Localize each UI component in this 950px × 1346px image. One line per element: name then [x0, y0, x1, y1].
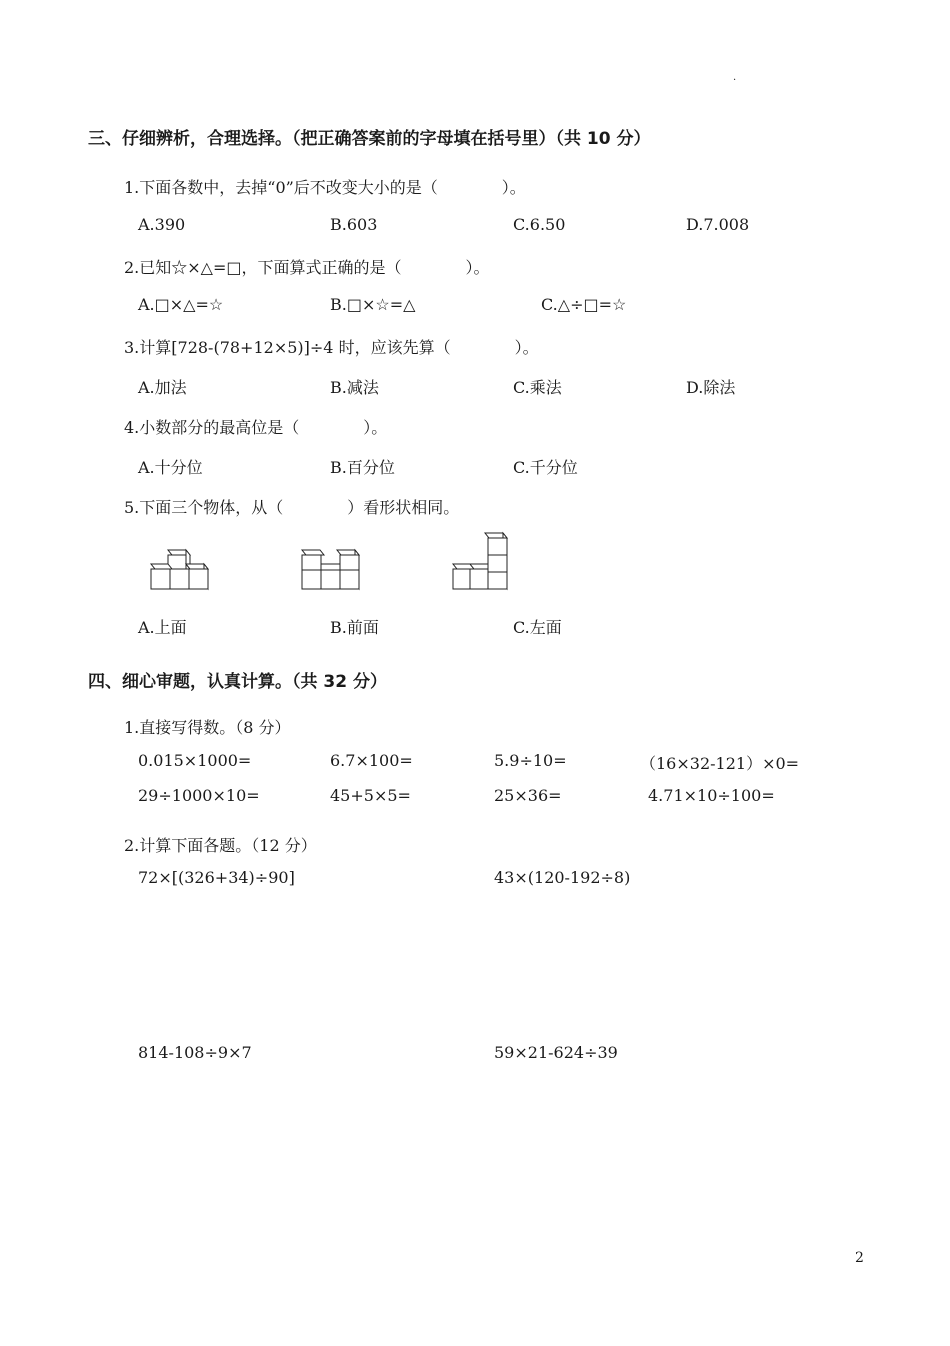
cube-front	[321, 570, 340, 589]
question-1-stem: 1.下面各数中，去掉“0”后不改变大小的是（ ）。	[124, 178, 526, 197]
question-2-option-c[interactable]: C.△÷□=☆	[541, 295, 627, 314]
question-1-option-b[interactable]: B.603	[330, 215, 378, 234]
question-3-option-a[interactable]: A.加法	[138, 378, 187, 397]
calc-problem-3: 814-108÷9×7	[138, 1043, 252, 1062]
question-5-stem: 5.下面三个物体，从（ ）看形状相同。	[124, 498, 460, 517]
cube-front	[453, 569, 470, 589]
mental-calc-7: 25×36=	[494, 786, 562, 805]
cube-front	[189, 569, 208, 589]
cube-front	[488, 572, 507, 589]
cube-front	[302, 555, 321, 570]
mental-calc-3: 5.9÷10=	[494, 751, 567, 770]
question-3-option-c[interactable]: C.乘法	[513, 378, 562, 397]
cube-front	[488, 555, 507, 572]
question-4-option-c[interactable]: C.千分位	[513, 458, 578, 477]
part-1-title: 1.直接写得数。（8 分）	[124, 718, 291, 737]
cube-front	[340, 570, 359, 589]
cube-figure-1	[150, 549, 210, 591]
page-number: 2	[855, 1250, 864, 1266]
cube-front	[470, 569, 488, 589]
part-2-title: 2.计算下面各题。（12 分）	[124, 836, 317, 855]
calc-problem-4: 59×21-624÷39	[494, 1043, 618, 1062]
question-1-option-a[interactable]: A.390	[138, 215, 186, 234]
question-3-option-d[interactable]: D.除法	[686, 378, 736, 397]
cube-front	[302, 570, 321, 589]
question-5-option-b[interactable]: B.前面	[330, 618, 379, 637]
cube-top	[151, 564, 172, 569]
question-4-option-b[interactable]: B.百分位	[330, 458, 395, 477]
section-4-heading: 四、细心审题，认真计算。（共 32 分）	[88, 672, 387, 692]
mental-calc-4: （16×32-121）×0=	[640, 754, 800, 773]
corner-mark: .	[733, 72, 737, 83]
question-5-option-c[interactable]: C.左面	[513, 618, 562, 637]
calc-problem-2: 43×(120-192÷8)	[494, 868, 631, 887]
calc-problem-1: 72×[(326+34)÷90]	[138, 868, 295, 887]
cube-figure-3	[452, 532, 512, 591]
question-2-option-a[interactable]: A.□×△=☆	[138, 295, 224, 314]
cube-top	[321, 564, 340, 570]
cube-front	[488, 538, 507, 555]
mental-calc-1: 0.015×1000=	[138, 751, 252, 770]
cube-front	[170, 569, 189, 589]
cube-top	[302, 550, 324, 555]
mental-calc-5: 29÷1000×10=	[138, 786, 260, 805]
question-3-option-b[interactable]: B.减法	[330, 378, 379, 397]
mental-calc-2: 6.7×100=	[330, 751, 413, 770]
cube-front	[340, 555, 359, 570]
question-4-option-a[interactable]: A.十分位	[138, 458, 203, 477]
mental-calc-6: 45+5×5=	[330, 786, 411, 805]
section-3-heading: 三、仔细辨析，合理选择。（把正确答案前的字母填在括号里）（共 10 分）	[88, 129, 651, 149]
question-5-option-a[interactable]: A.上面	[138, 618, 187, 637]
question-3-stem: 3.计算[728-(78+12×5)]÷4 时，应该先算（ ）。	[124, 338, 539, 357]
question-4-stem: 4.小数部分的最高位是（ ）。	[124, 418, 388, 437]
question-1-option-c[interactable]: C.6.50	[513, 215, 566, 234]
mental-calc-8: 4.71×10÷100=	[648, 786, 775, 805]
question-1-option-d[interactable]: D.7.008	[686, 215, 750, 234]
cube-figure-2	[301, 549, 361, 591]
question-2-option-b[interactable]: B.□×☆=△	[330, 295, 416, 314]
question-2-stem: 2.已知☆×△=□，下面算式正确的是（ ）。	[124, 258, 490, 277]
cube-front	[151, 569, 170, 589]
